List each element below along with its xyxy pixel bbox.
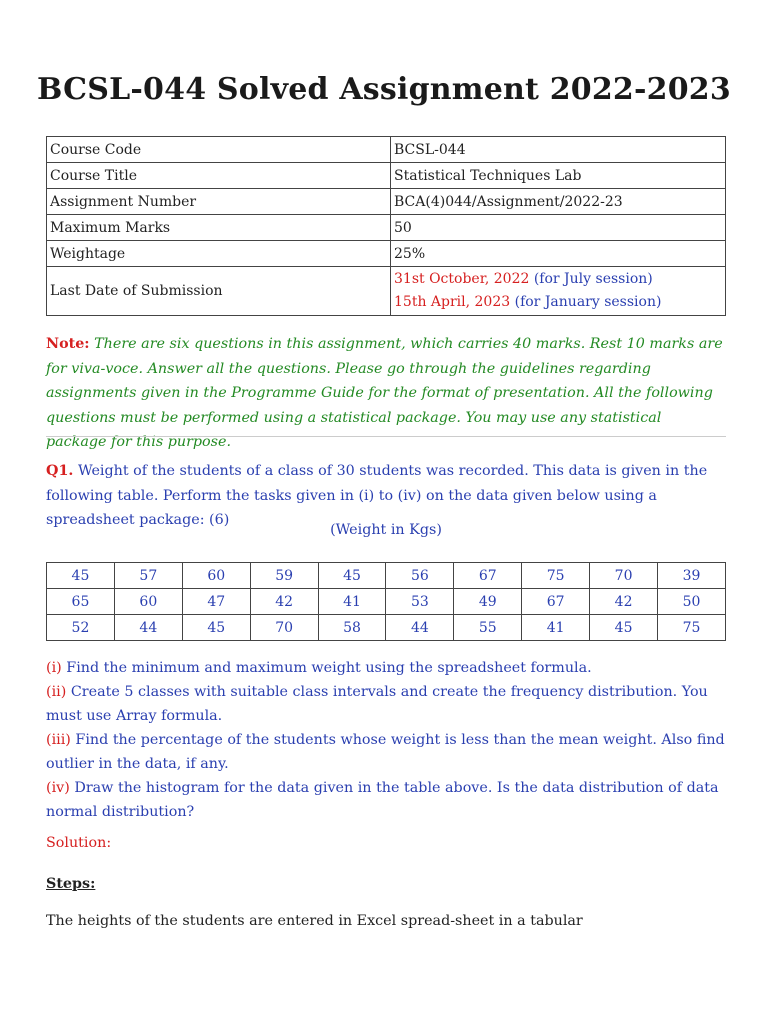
last-date-value: [391, 267, 726, 316]
task-number: (iii): [46, 732, 71, 748]
weight-cell: 47: [182, 589, 250, 615]
weight-cell: 70: [250, 615, 318, 641]
task-list: [46, 656, 726, 824]
weight-cell: 55: [454, 615, 522, 641]
weight-cell: 59: [250, 563, 318, 589]
january-session-note: (for January session): [510, 294, 662, 310]
weight-cell: 56: [386, 563, 454, 589]
task-number: (iv): [46, 780, 70, 796]
info-key: Last Date of Submission: [47, 267, 391, 316]
task-text: Find the percentage of the students whose weight is less than the mean weight. Also find outlier in the data, if any.: [46, 732, 725, 772]
info-key: Assignment Number: [47, 189, 391, 215]
weight-cell: 60: [182, 563, 250, 589]
question-text: Weight of the students of a class of 30 students was recorded. This data is given in the following table. Perform the tasks given in (i) to (iv) on the data given below using a spreadsheet package: (6): [46, 463, 708, 528]
task-text: Find the minimum and maximum weight using the spreadsheet formula.: [61, 660, 592, 676]
table-row: [47, 563, 726, 589]
page-title: BCSL-044 Solved Assignment 2022-2023: [37, 72, 731, 107]
table-row: [47, 267, 726, 316]
weight-cell: 41: [522, 615, 590, 641]
info-key: Maximum Marks: [47, 215, 391, 241]
task-text: Create 5 classes with suitable class intervals and create the frequency distribution. You must use Array formula.: [46, 684, 708, 724]
task-number: (i): [46, 660, 62, 676]
weight-cell: 70: [590, 563, 658, 589]
table-row: [47, 615, 726, 641]
weight-cell: 39: [658, 563, 726, 589]
task-text: Draw the histogram for the data given in the table above. Is the data distribution of data normal distribution?: [46, 780, 719, 820]
info-key: Course Title: [47, 163, 391, 189]
table-row: [47, 215, 726, 241]
list-item: [46, 680, 726, 728]
weight-cell: 45: [590, 615, 658, 641]
table-row: [47, 241, 726, 267]
weight-cell: 60: [114, 589, 182, 615]
table-row: [47, 163, 726, 189]
list-item: [46, 728, 726, 776]
table-row: [47, 189, 726, 215]
weight-cell: 45: [182, 615, 250, 641]
weights-table: [46, 562, 726, 641]
weight-cell: 44: [386, 615, 454, 641]
weight-cell: 45: [47, 563, 115, 589]
course-info-table: [46, 136, 726, 316]
course-code-value: BCSL-044: [391, 137, 726, 163]
info-key: Course Code: [47, 137, 391, 163]
weight-cell: 75: [522, 563, 590, 589]
weight-cell: 57: [114, 563, 182, 589]
weight-cell: 42: [250, 589, 318, 615]
weight-cell: 41: [318, 589, 386, 615]
info-key: Weightage: [47, 241, 391, 267]
assignment-number-value: BCA(4)044/Assignment/2022-23: [391, 189, 726, 215]
weight-cell: 67: [454, 563, 522, 589]
table-row: [47, 137, 726, 163]
weight-cell: 44: [114, 615, 182, 641]
task-number: (ii): [46, 684, 67, 700]
weight-cell: 52: [47, 615, 115, 641]
weight-cell: 45: [318, 563, 386, 589]
weight-cell: 67: [522, 589, 590, 615]
question-label: Q1.: [46, 463, 74, 479]
weight-cell: 75: [658, 615, 726, 641]
maximum-marks-value: 50: [391, 215, 726, 241]
divider: [46, 436, 726, 437]
january-date: 15th April, 2023: [394, 294, 511, 310]
weight-cell: 58: [318, 615, 386, 641]
note-label: Note:: [46, 336, 90, 352]
solution-body-text: The heights of the students are entered in Excel spread-sheet in a tabular: [46, 913, 583, 929]
steps-heading: Steps:: [46, 876, 96, 892]
weights-caption: (Weight in Kgs): [330, 522, 442, 538]
weight-cell: 65: [47, 589, 115, 615]
weightage-value: 25%: [391, 241, 726, 267]
solution-label: Solution:: [46, 835, 112, 851]
weight-cell: 53: [386, 589, 454, 615]
weight-cell: 50: [658, 589, 726, 615]
course-title-value: Statistical Techniques Lab: [391, 163, 726, 189]
july-session-note: (for July session): [529, 271, 653, 287]
list-item: [46, 656, 726, 680]
table-row: [47, 589, 726, 615]
note-text: There are six questions in this assignment, which carries 40 marks. Rest 10 marks are for viva-voce. Answer all the questions. Please go through the guidelines regarding assignments given in the Programme Guide for the format of presentation. All the following questions must be performed using a statistical package. You may use any statistical package for this purpose.: [46, 336, 723, 450]
list-item: [46, 776, 726, 824]
weight-cell: 42: [590, 589, 658, 615]
july-date: 31st October, 2022: [394, 271, 530, 287]
weight-cell: 49: [454, 589, 522, 615]
